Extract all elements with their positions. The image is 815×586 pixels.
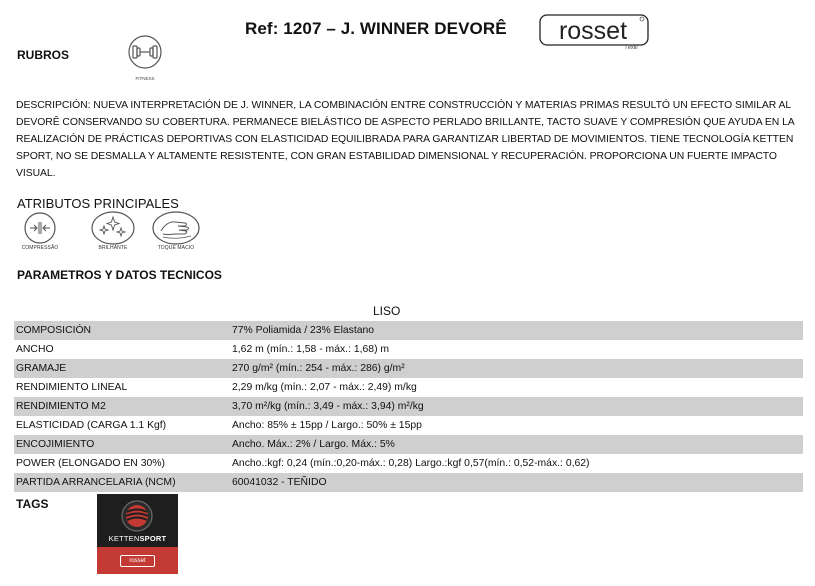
table-row [14, 473, 803, 492]
row-value: 77% Poliamida / 23% Elastano [232, 321, 803, 340]
table-row [14, 397, 803, 416]
description-text: DESCRIPCIÓN: NUEVA INTERPRETACIÓN DE J. WINNER, LA COMBINACIÓN ENTRE CONSTRUCCIÓN Y MATERIAS PRIMAS RESULTÓ UN EFECTO SIMILAR AL DEVORÊ CONSERVANDO SU COBERTURA. PERMANECE BIELÁSTICO DE ASPECTO PERLADO BRILLANTE, TACTO SUAVE Y COMPRESIÓN QUE AYUDA EN LA REALIZACIÓN DE PRÁCTICAS DEPORTIVAS CON ELASTICIDAD EQUILIBRADA PARA GARANTIZAR LIBERTAD DE MOVIMIENTOS. TIENE TECNOLOGÍA KETTEN SPORT, NO SE DESMALLA Y ALTAMENTE RESISTENTE, CON GRAN ESTABILIDAD DIMENSIONAL Y RECUPERACIÓN. PROPORCIONA UN FUERTE IMPACTO VISUAL. [16, 100, 795, 179]
compression-arrows-icon [23, 211, 57, 245]
badge-footer-logo: rosset [120, 555, 155, 567]
brand-name: rosset [558, 17, 628, 45]
dumbbell-icon [122, 35, 168, 83]
row-value: 1,62 m (mín.: 1,58 - máx.: 1,68) m [232, 344, 390, 355]
column-header: LISO [373, 304, 401, 318]
attribute-label: BRILHANTE [98, 245, 128, 251]
table-row [14, 378, 803, 397]
sparkle-icon [90, 211, 136, 245]
row-value: Ancho.:kgf: 0,24 (mín.:0,20-máx.: 0,28) Largo.:kgf 0,57(mín.: 0,52-máx.: 0,62) [232, 458, 590, 469]
row-label: ENCOJIMIENTO [14, 435, 232, 454]
attributes-heading: ATRIBUTOS PRINCIPALES [17, 196, 179, 211]
row-label: GRAMAJE [14, 359, 232, 378]
row-value: 2,29 m/kg (mín.: 2,07 - máx.: 2,49) m/kg [232, 382, 417, 393]
ketten-sport-text [97, 534, 178, 543]
table-row [14, 454, 803, 473]
badge-footer [97, 547, 178, 574]
row-label: PARTIDA ARRANCELARIA (NCM) [14, 473, 232, 492]
row-label: POWER (ELONGADO EN 30%) [16, 458, 165, 469]
badge-brand-bold: SPORT [139, 534, 167, 543]
row-label: ELASTICIDAD (CARGA 1.1 Kgf) [16, 420, 167, 431]
params-heading: PARAMETROS Y DATOS TECNICOS [17, 268, 222, 282]
row-value: Ancho: 85% ± 15pp / Largo.: 50% ± 15pp [232, 420, 422, 431]
row-label: COMPOSICIÓN [14, 321, 232, 340]
attribute-label: COMPRESSÃO [21, 245, 59, 251]
row-value: 270 g/m² (mín.: 254 - máx.: 286) g/m² [232, 359, 803, 378]
row-label: ANCHO [16, 344, 54, 355]
tags-label: TAGS [16, 497, 49, 511]
brand-sub: Têxtil [624, 45, 638, 50]
table-row [14, 340, 803, 359]
table-row [14, 321, 803, 340]
table-row [14, 435, 803, 454]
ketten-sport-emblem-icon [118, 500, 156, 532]
row-value: 60041032 - TEÑIDO [232, 473, 803, 492]
attribute-compression [10, 211, 70, 251]
soft-touch-hand-icon [151, 211, 201, 245]
rosset-logo [539, 14, 649, 50]
attribute-label: TOQUE MACIO [157, 245, 195, 251]
row-label: RENDIMIENTO M2 [14, 397, 232, 416]
table-row [14, 416, 803, 435]
attribute-shiny [83, 211, 143, 251]
ketten-sport-tag-badge [97, 494, 178, 574]
rubros-label: RUBROS [17, 48, 70, 62]
row-value: Ancho. Máx.: 2% / Largo. Máx.: 5% [232, 435, 803, 454]
fitness-caption: FITNESS [135, 76, 155, 81]
page-title: Ref: 1207 – J. WINNER DEVORÊ [245, 19, 507, 38]
badge-brand-light: KETTEN [108, 534, 140, 543]
spec-table [14, 321, 803, 492]
table-row [14, 359, 803, 378]
row-label: RENDIMIENTO LINEAL [16, 382, 128, 393]
attribute-soft-touch [146, 211, 206, 251]
row-value: 3,70 m²/kg (mín.: 3,49 - máx.: 3,94) m²/kg [232, 397, 803, 416]
